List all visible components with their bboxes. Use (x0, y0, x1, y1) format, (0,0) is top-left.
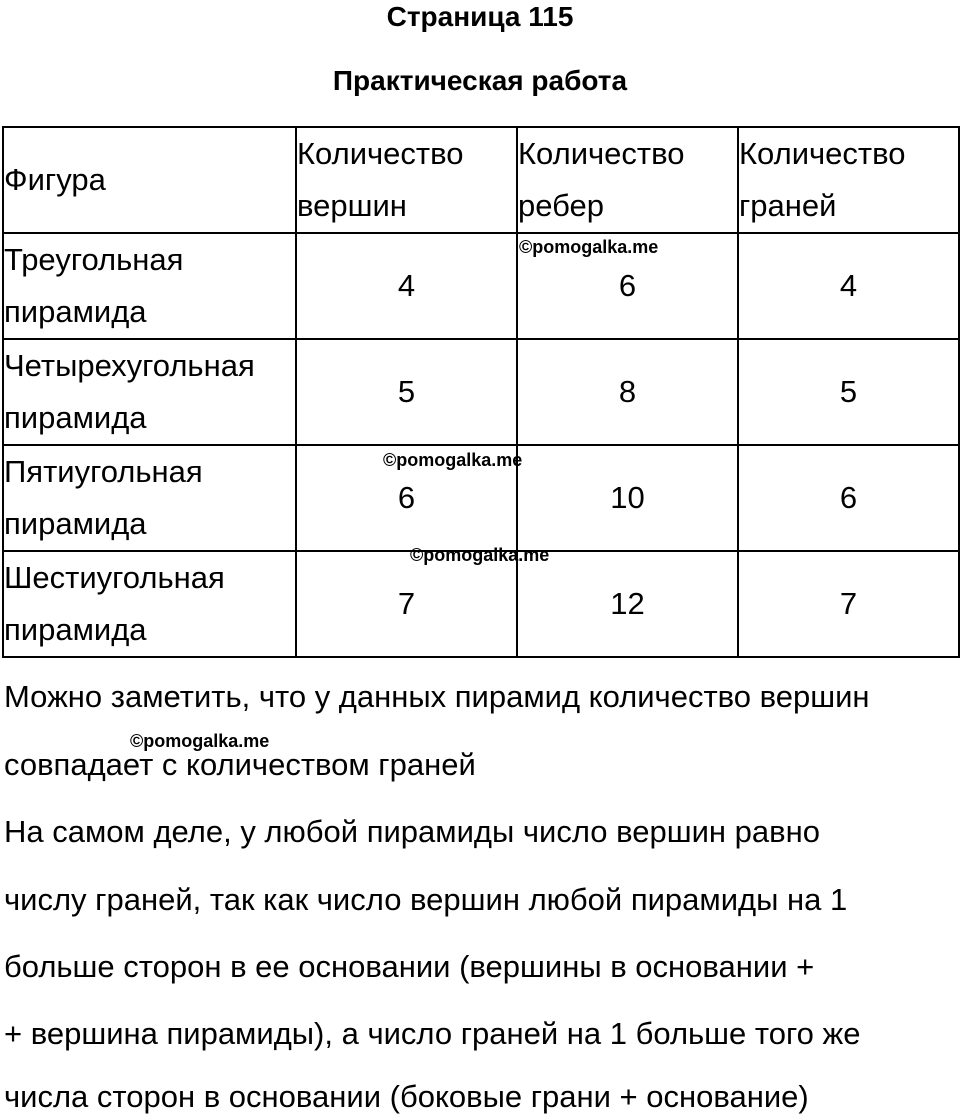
faces-cell: 6 (738, 445, 959, 551)
header-vertices-line1: Количество (297, 136, 464, 171)
figure-name-line2: пирамида (4, 294, 147, 329)
vertices-cell: 7 (296, 551, 517, 657)
faces-cell: 5 (738, 339, 959, 445)
figure-name-line1: Пятиугольная (4, 454, 203, 489)
watermark: ©pomogalka.me (383, 450, 523, 470)
figure-name-line2: пирамида (4, 612, 147, 647)
figure-name-cell (3, 339, 296, 445)
figure-name-cell (3, 233, 296, 339)
header-edges (517, 127, 738, 233)
figure-name-line1: Треугольная (4, 242, 184, 277)
paragraph-line: совпадает с количеством граней (4, 747, 476, 782)
section-title: Практическая работа (332, 65, 628, 96)
table-row (3, 339, 959, 445)
header-figure-label: Фигура (4, 162, 106, 197)
vertices-cell: 5 (296, 339, 517, 445)
figure-name-line2: пирамида (4, 400, 147, 435)
pyramid-table (2, 126, 960, 658)
watermark: ©pomogalka.me (130, 731, 270, 751)
watermark: ©pomogalka.me (410, 545, 550, 565)
edges-cell: 12 (517, 551, 738, 657)
table-header-row (3, 127, 959, 233)
paragraph-line: На самом деле, у любой пирамиды число вершин равно (4, 814, 820, 849)
paragraph-line: числа сторон в основании (боковые грани + основание) (4, 1079, 809, 1114)
header-faces (738, 127, 959, 233)
faces-cell: 4 (738, 233, 959, 339)
header-faces-line2: граней (739, 188, 837, 223)
vertices-cell: 4 (296, 233, 517, 339)
figure-name-line2: пирамида (4, 506, 147, 541)
header-edges-line2: ребер (518, 188, 605, 223)
paragraph-line: числу граней, так как число вершин любой пирамиды на 1 (4, 882, 848, 917)
table-row (3, 233, 959, 339)
watermark: ©pomogalka.me (519, 237, 659, 257)
page-title: Страница 115 (386, 1, 574, 32)
figure-name-cell (3, 445, 296, 551)
header-edges-line1: Количество (518, 136, 685, 171)
paragraph-line: больше сторон в ее основании (вершины в основании + (4, 949, 815, 984)
header-faces-line1: Количество (739, 136, 906, 171)
paragraph-line: Можно заметить, что у данных пирамид количество вершин (4, 679, 870, 714)
faces-cell: 7 (738, 551, 959, 657)
figure-name-line1: Шестиугольная (4, 560, 225, 595)
edges-cell: 8 (517, 339, 738, 445)
figure-name-cell (3, 551, 296, 657)
paragraph-line: + вершина пирамиды), а число граней на 1 больше того же (4, 1016, 861, 1051)
edges-cell: 6 (517, 233, 738, 339)
header-vertices-line2: вершин (297, 188, 407, 223)
header-vertices (296, 127, 517, 233)
figure-name-line1: Четырехугольная (4, 348, 255, 383)
header-figure (3, 127, 296, 233)
vertices-cell: 6 (296, 445, 517, 551)
table-row (3, 551, 959, 657)
edges-cell: 10 (517, 445, 738, 551)
